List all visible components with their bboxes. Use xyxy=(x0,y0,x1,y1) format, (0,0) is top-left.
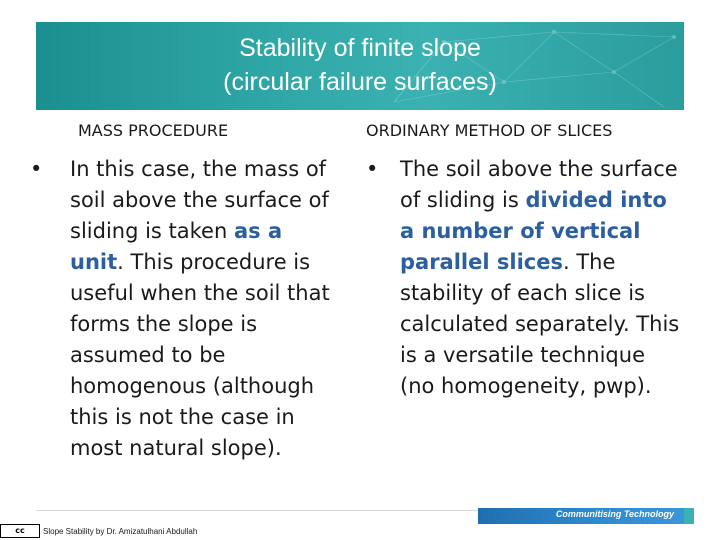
footer-divider xyxy=(36,510,478,511)
footer-accent-block xyxy=(684,508,694,524)
text-segment: In this case, the mass of soil above the surface of sliding is taken xyxy=(70,157,329,243)
bullet-icon: • xyxy=(366,157,379,181)
footer-brand-text: Communitising Technology xyxy=(555,509,674,519)
mass-procedure-bullet xyxy=(30,154,340,464)
creative-commons-badge-icon[interactable]: cc xyxy=(0,524,40,538)
ordinary-method-text xyxy=(366,154,686,402)
highlight-as-a-unit: as a unit xyxy=(70,219,283,274)
text-segment: . This procedure is useful when the soil that forms the slope is assumed to be homogenous (although this is not the case in most natural slope). xyxy=(70,250,330,460)
highlight-vertical-slices: divided into a number of vertical parallel slices xyxy=(400,188,667,274)
mass-procedure-heading: MASS PROCEDURE xyxy=(78,121,229,140)
ordinary-method-heading: ORDINARY METHOD OF SLICES xyxy=(366,121,613,140)
title-banner xyxy=(36,22,684,110)
slide-title-line-2: (circular failure surfaces) xyxy=(223,68,497,96)
text-segment: . The stability of each slice is calculated separately. This is a versatile technique (no homogeneity, pwp). xyxy=(400,250,680,398)
footer-brand-bar xyxy=(478,508,684,524)
text-segment: The soil above the surface of sliding is xyxy=(400,157,678,212)
slide-title-line-1: Stability of finite slope xyxy=(239,34,481,62)
ordinary-method-bullet xyxy=(366,154,686,402)
author-credit: Slope Stability by Dr. Amizatulhani Abdullah xyxy=(43,527,198,536)
mass-procedure-text xyxy=(30,154,340,464)
bullet-icon: • xyxy=(30,157,43,181)
